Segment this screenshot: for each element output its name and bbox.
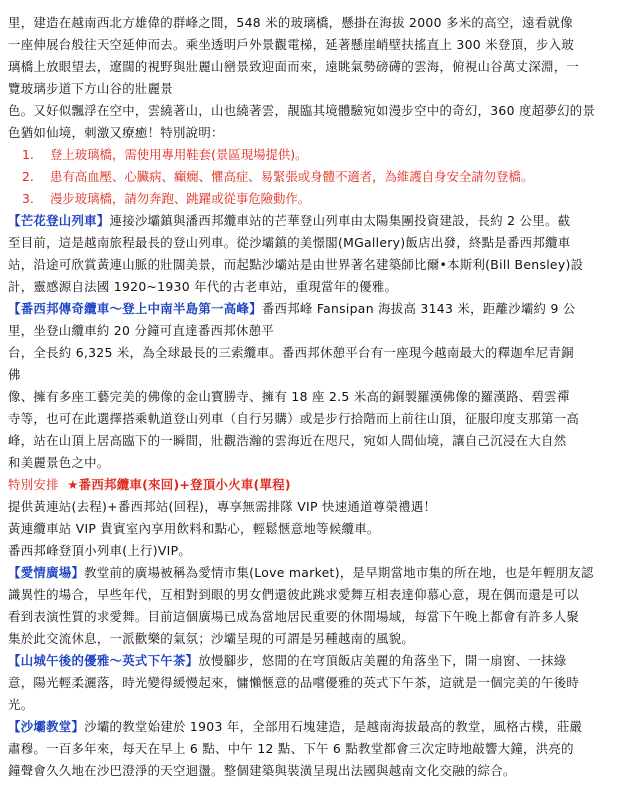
church-line-3: 鐘聲會久久地在沙巴澄淨的天空迴盪。整個建築與裝潢呈現出法國與越南文化交融的綜合。 xyxy=(8,763,516,778)
love-square-line-1 xyxy=(8,562,616,584)
afternoon-tea-section xyxy=(8,650,616,716)
cable-car-line-3: 台，全長約 6,325 米，為全球最長的三索纜車。番西邦休憩平台有一座現今越南最大的釋迦牟尼青銅 xyxy=(8,345,574,360)
fansipan-train-heading: 【芒花登山列車】 xyxy=(8,213,110,228)
fansipan-train-line-4: 計，靈感源自法國 1920~1930 年代的古老車站，重現當年的優雅。 xyxy=(8,279,398,294)
cable-car-line-8: 和美麗景色之中。 xyxy=(8,455,110,470)
intro-line-5: 色。又好似飄浮在空中，雲繞著山，山也繞著雲，靚臨其境體驗宛如漫步空中的奇幻，360 度超夢幻的景 xyxy=(8,103,596,118)
warning-text: 患有高血壓、心臟病、癲癇、懼高症、易緊張或身體不適者，為維護自身安全請勿登橋。 xyxy=(50,169,534,184)
afternoon-tea-line-3: 光。 xyxy=(8,697,34,712)
afternoon-tea-heading: 【山城午後的優雅～英式下午茶】 xyxy=(8,653,199,668)
fansipan-train-line-1 xyxy=(8,210,616,232)
cable-car-line-1 xyxy=(8,298,616,320)
church-text: 沙壩的教堂始建於 1903 年，全部用石塊建造，是越南海拔最高的教堂，風格古樸，莊嚴 xyxy=(84,719,583,734)
intro-line-3: 璃橋上放眼望去，遼闊的視野與壯麗山巒景致迎面而來，遠眺氣勢磅礡的雲海，俯視山谷萬丈深淵，一 xyxy=(8,59,580,74)
fansipan-train-text: 連接沙壩鎮與潘西邦纜車站的芒華登山列車由太陽集團投資建設，長約 2 公里。截 xyxy=(109,213,571,228)
fansipan-train-line-2: 至目前，這是越南旅程最長的登山列車。從沙壩鎮的美憬閣(MGallery)飯店出發，終點是番西邦纜車 xyxy=(8,235,571,250)
intro-line-6: 色猶如仙境，刺激又療癒！特別說明： xyxy=(8,125,224,140)
love-square-text: 教堂前的廣場被稱為愛情市集(Love market)，是早期當地市集的所在地，也是年輕朋友認 xyxy=(84,565,594,580)
warning-item xyxy=(8,188,616,210)
intro-line-1: 里，建造在越南西北方雄偉的群峰之間，548 米的玻璃橋，懸掛在海拔 2000 多米的高空，遠看就像 xyxy=(8,15,573,30)
warning-number: 2. xyxy=(22,169,34,184)
love-square-heading: 【愛情廣場】 xyxy=(8,565,85,580)
intro-line-2: 一座伸展台般往天空延伸而去。乘坐透明戶外景觀電梯，延著懸崖峭壁扶搖直上 300 米登頂，步入玻 xyxy=(8,37,575,52)
intro-section xyxy=(8,12,616,144)
cable-car-section xyxy=(8,298,616,474)
warning-text: 漫步玻璃橋，請勿奔跑、跳躍或從事危險動作。 xyxy=(50,191,311,206)
afternoon-tea-line-1 xyxy=(8,650,616,672)
fansipan-train-section xyxy=(8,210,616,298)
special-arrangement-label: 特別安排 xyxy=(8,477,59,492)
warning-item xyxy=(8,166,616,188)
love-square-line-3: 看到表演性質的求愛舞。目前這個廣場已成為當地居民重要的休閒場域，每當下午晚上都會有許多人聚 xyxy=(8,609,580,624)
afternoon-tea-text: 放慢腳步，悠閒的在穹頂飯店美麗的角落坐下，開一扇窗、一抹綠 xyxy=(198,653,567,668)
warning-list xyxy=(8,144,616,210)
church-section xyxy=(8,716,616,782)
cable-car-line-4: 佛 xyxy=(8,367,21,382)
afternoon-tea-line-2: 意，陽光輕柔灑落，時光變得緩慢起來，慵懶愜意的品嚐優雅的英式下午茶，這就是一個完美的午後時 xyxy=(8,675,580,690)
warning-text: 登上玻璃橋，需使用專用鞋套(景區現場提供)。 xyxy=(50,147,308,162)
cable-car-text: 番西邦峰 Fansipan 海拔高 3143 米，距離沙壩約 9 公 xyxy=(261,301,576,316)
warning-number: 3. xyxy=(22,191,34,206)
church-line-1 xyxy=(8,716,616,738)
special-arrangement-title xyxy=(8,474,616,496)
special-arrangement-line-3: 番西邦峰登頂小列車(上行)VIP。 xyxy=(8,543,192,558)
church-heading: 【沙壩教堂】 xyxy=(8,719,85,734)
special-arrangement-line-2: 黃連纜車站 VIP 貴賓室內享用飲料和點心，輕鬆愜意地等候纜車。 xyxy=(8,521,380,536)
love-square-section xyxy=(8,562,616,650)
church-line-2: 肅穆。一百多年來，每天在早上 6 點、中午 12 點、下午 6 點教堂都會三次定時地敲響大鐘，洪亮的 xyxy=(8,741,574,756)
cable-car-line-7: 峰，站在山頂上居高臨下的一瞬間，壯觀浩瀚的雲海近在咫尺，宛如人間仙境，讓自己沉浸在大自然 xyxy=(8,433,567,448)
warning-item xyxy=(8,144,616,166)
special-arrangement-highlight: ★番西邦纜車(來回)+登頂小火車(單程) xyxy=(67,477,291,492)
special-arrangement-section xyxy=(8,474,616,562)
warning-number: 1. xyxy=(22,147,34,162)
cable-car-line-5: 像、擁有多座工藝完美的佛像的金山寶勝寺、擁有 18 座 2.5 米高的銅製羅漢佛像的羅漢路、碧雲禪 xyxy=(8,389,570,404)
special-arrangement-line-1: 提供黃連站(去程)+番西邦站(回程)，專享無需排隊 VIP 快速通道尊榮禮遇！ xyxy=(8,499,437,514)
fansipan-train-line-3: 站，沿途可欣賞黃連山脈的壯闊美景，而起點沙壩站是由世界著名建築師比爾•本斯利(Bill Bensley)設 xyxy=(8,257,584,272)
love-square-line-4: 集於此交流休息，一派歡樂的氣氛；沙壩呈現的可謂是另種越南的風貌。 xyxy=(8,631,415,646)
cable-car-line-2: 里，坐登山纜車約 20 分鐘可直達番西邦休憩平 xyxy=(8,323,274,338)
love-square-line-2: 識異性的場合，早些年代，互相對到眼的男女們還彼此跳求愛舞互相表達仰慕心意，現在偶而還是可以 xyxy=(8,587,580,602)
intro-line-4: 覽玻璃步道下方山谷的壯麗景 xyxy=(8,81,173,96)
cable-car-line-6: 寺等，也可在此選擇搭乘軌道登山列車（自行另購）或是步行拾階而上前往山頂，征服印度支那第一高 xyxy=(8,411,580,426)
cable-car-heading: 【番西邦傳奇纜車～登上中南半島第一高峰】 xyxy=(8,301,262,316)
